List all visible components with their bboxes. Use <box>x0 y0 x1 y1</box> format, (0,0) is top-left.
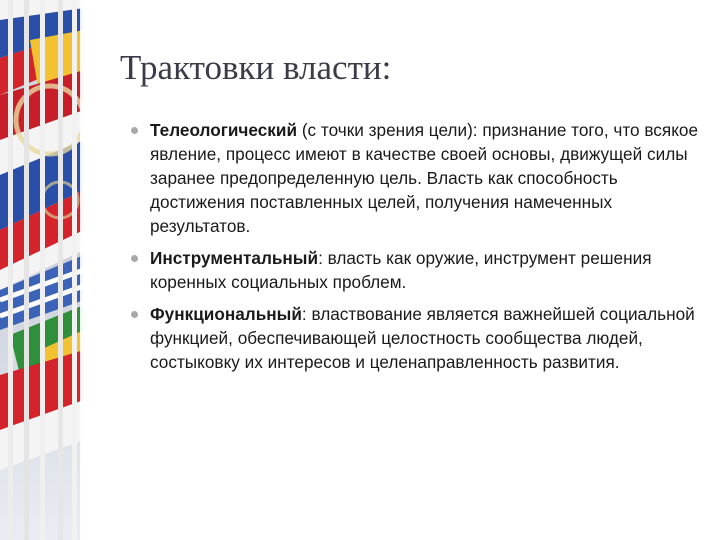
bullet-text: : властвование является важнейшей социальной функцией, обеспечивающей целостность сообщества людей, состыковку их интересов и целенаправленность развития. <box>150 304 695 372</box>
bullet-term: Телеологический <box>150 120 298 140</box>
bullet-item-functional <box>128 302 708 374</box>
bullet-item-teleological <box>128 118 708 238</box>
bullet-list <box>128 118 708 382</box>
strip-edge <box>80 0 84 540</box>
flags-decoration-image <box>0 0 84 540</box>
bullet-term: Инструментальный <box>150 248 319 268</box>
bullet-dot-icon <box>131 311 138 318</box>
bullet-item-instrumental <box>128 246 708 294</box>
bullet-text: : власть как оружие, инструмент решения коренных социальных проблем. <box>150 248 652 292</box>
bullet-dot-icon <box>131 127 138 134</box>
bullet-dot-icon <box>131 255 138 262</box>
bullet-text: (с точки зрения цели): признание того, что всякое явление, процесс имеют в качестве своей основы, движущей силы заранее предопределенную цель. Власть как способность достижения поставленных целей, получения намеченных результатов. <box>150 120 699 236</box>
bullet-term: Функциональный <box>150 304 302 324</box>
slide-title: Трактовки власти: <box>120 48 392 87</box>
